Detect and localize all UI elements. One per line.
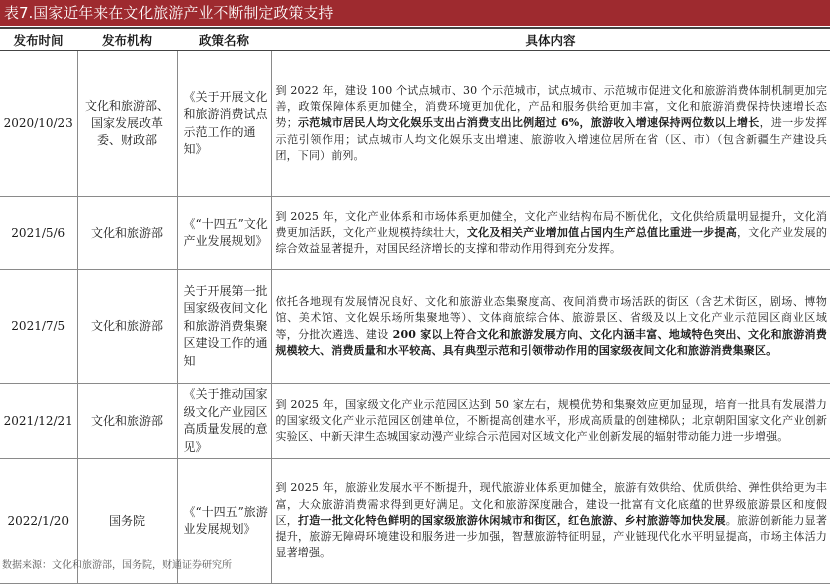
row-policy: 《“十四五”文化产业发展规划》 bbox=[177, 197, 271, 270]
content-text: ，文化产业发展的综合效益显著提升，对国民经济增长的支撑和带动作用得到充分发挥。 bbox=[275, 225, 827, 256]
row-org: 文化和旅游部 bbox=[77, 197, 177, 270]
content-text: 依托各地现有发展情况良好、文化和旅游业态集聚度高、夜间消费市场活跃的街区（含艺术街区，剧场、博物馆、美术馆、文化娱乐场所集聚地等）、文体商旅综合体、旅游景区、省级及以上文化产业示范园区商业区域等，分批次遴选、建设 bbox=[275, 295, 827, 341]
row-date: 2020/10/23 bbox=[0, 51, 77, 197]
row-policy: 关于开展第一批国家级夜间文化和旅游消费集聚区建设工作的通知 bbox=[177, 270, 271, 384]
content-highlight: 200 家以上符合文化和旅游发展方向、文化内涵丰富、地域特色突出、文化和旅游消费规模较大、消费质量和水平较高、具有典型示范和引领带动作用的国家级夜间文化和旅游消费集聚区。 bbox=[275, 327, 827, 357]
header-policy: 政策名称 bbox=[177, 28, 271, 51]
content-text: 到 2025 年，旅游业发展水平不断提升，现代旅游业体系更加健全，旅游有效供给、优质供给、弹性供给更为丰富，大众旅游消费需求得到更好满足。文化和旅游深度融合，建设一批富有文化底蕴的世界级旅游景区和度假区， bbox=[275, 481, 827, 527]
content-highlight: 文化及相关产业增加值占国内生产总值比重进一步提高 bbox=[466, 225, 738, 239]
policy-table bbox=[0, 27, 830, 584]
content-text: 到 2025 年，文化产业体系和市场体系更加健全，文化产业结构布局不断优化，文化供给质量明显提升，文化消费更加活跃，文化产业规模持续壮大， bbox=[275, 209, 827, 239]
content-text: 到 2022 年，建设 100 个试点城市、30 个示范城市，试点城市、示范城市促进文化和旅游消费体制机制更加完善，政策保障体系更加健全，消费环境更加优化，产品和服务供给更加丰富，文化和旅游消费保持快速增长态势； bbox=[275, 83, 827, 130]
content-text: ，进一步发挥示范引领作用；试点城市人均文化娱乐支出增速、旅游收入增速位居所在省（区、市）（包含新疆生产建设兵团，下同）前列。 bbox=[275, 116, 827, 162]
row-date: 2021/12/21 bbox=[0, 384, 77, 459]
row-date: 2021/5/6 bbox=[0, 197, 77, 270]
table-row bbox=[0, 384, 830, 459]
table-row bbox=[0, 270, 830, 384]
table-title: 表7.国家近年来在文化旅游产业不断制定政策支持 bbox=[0, 0, 830, 26]
header-date: 发布时间 bbox=[0, 28, 77, 51]
header-org: 发布机构 bbox=[77, 28, 177, 51]
row-org: 文化和旅游部 bbox=[77, 270, 177, 384]
row-content bbox=[271, 51, 830, 197]
table-row bbox=[0, 51, 830, 197]
header-content: 具体内容 bbox=[271, 28, 830, 51]
header-row bbox=[0, 28, 830, 51]
row-content bbox=[271, 197, 830, 270]
content-text: 到 2025 年，国家级文化产业示范园区达到 50 家左右，规模优势和集聚效应更加显现，培育一批具有发展潜力的国家级文化产业示范园区创建单位，不断提高创建水平，形成高质量的创建梯队；北京朝阳国家文化产业创新实验区、中新天津生态城国家动漫产业综合示范园对区域文化产业创新发展的辐射带动能力进一步增强。 bbox=[275, 397, 827, 444]
row-policy: 《关于开展文化和旅游消费试点示范工作的通知》 bbox=[177, 51, 271, 197]
row-content bbox=[271, 384, 830, 459]
row-policy: 《“十四五”旅游业发展规划》 bbox=[177, 459, 271, 584]
row-org: 文化和旅游部、国家发展改革委、财政部 bbox=[77, 51, 177, 197]
row-org: 文化和旅游部 bbox=[77, 384, 177, 459]
row-org: 国务院 bbox=[77, 459, 177, 584]
content-highlight: 打造一批文化特色鲜明的国家级旅游休闲城市和街区，红色旅游、乡村旅游等加快发展 bbox=[298, 513, 726, 527]
row-content bbox=[271, 270, 830, 384]
row-date: 2022/1/20 bbox=[0, 459, 77, 584]
data-source: 数据来源：文化和旅游部，国务院，财通证券研究所 bbox=[2, 560, 232, 571]
row-date: 2021/7/5 bbox=[0, 270, 77, 384]
table-row bbox=[0, 197, 830, 270]
row-content bbox=[271, 459, 830, 584]
content-text: 。旅游创新能力显著提升，旅游无障碍环境建设和服务进一步加强，智慧旅游特征明显，产业链现代化水平明显提高，市场主体活力显著增强。 bbox=[275, 513, 827, 560]
content-highlight: 示范城市居民人均文化娱乐支出占消费支出比例超过 6%，旅游收入增速保持两位数以上增长 bbox=[297, 116, 760, 130]
row-policy: 《关于推动国家级文化产业园区高质量发展的意见》 bbox=[177, 384, 271, 459]
